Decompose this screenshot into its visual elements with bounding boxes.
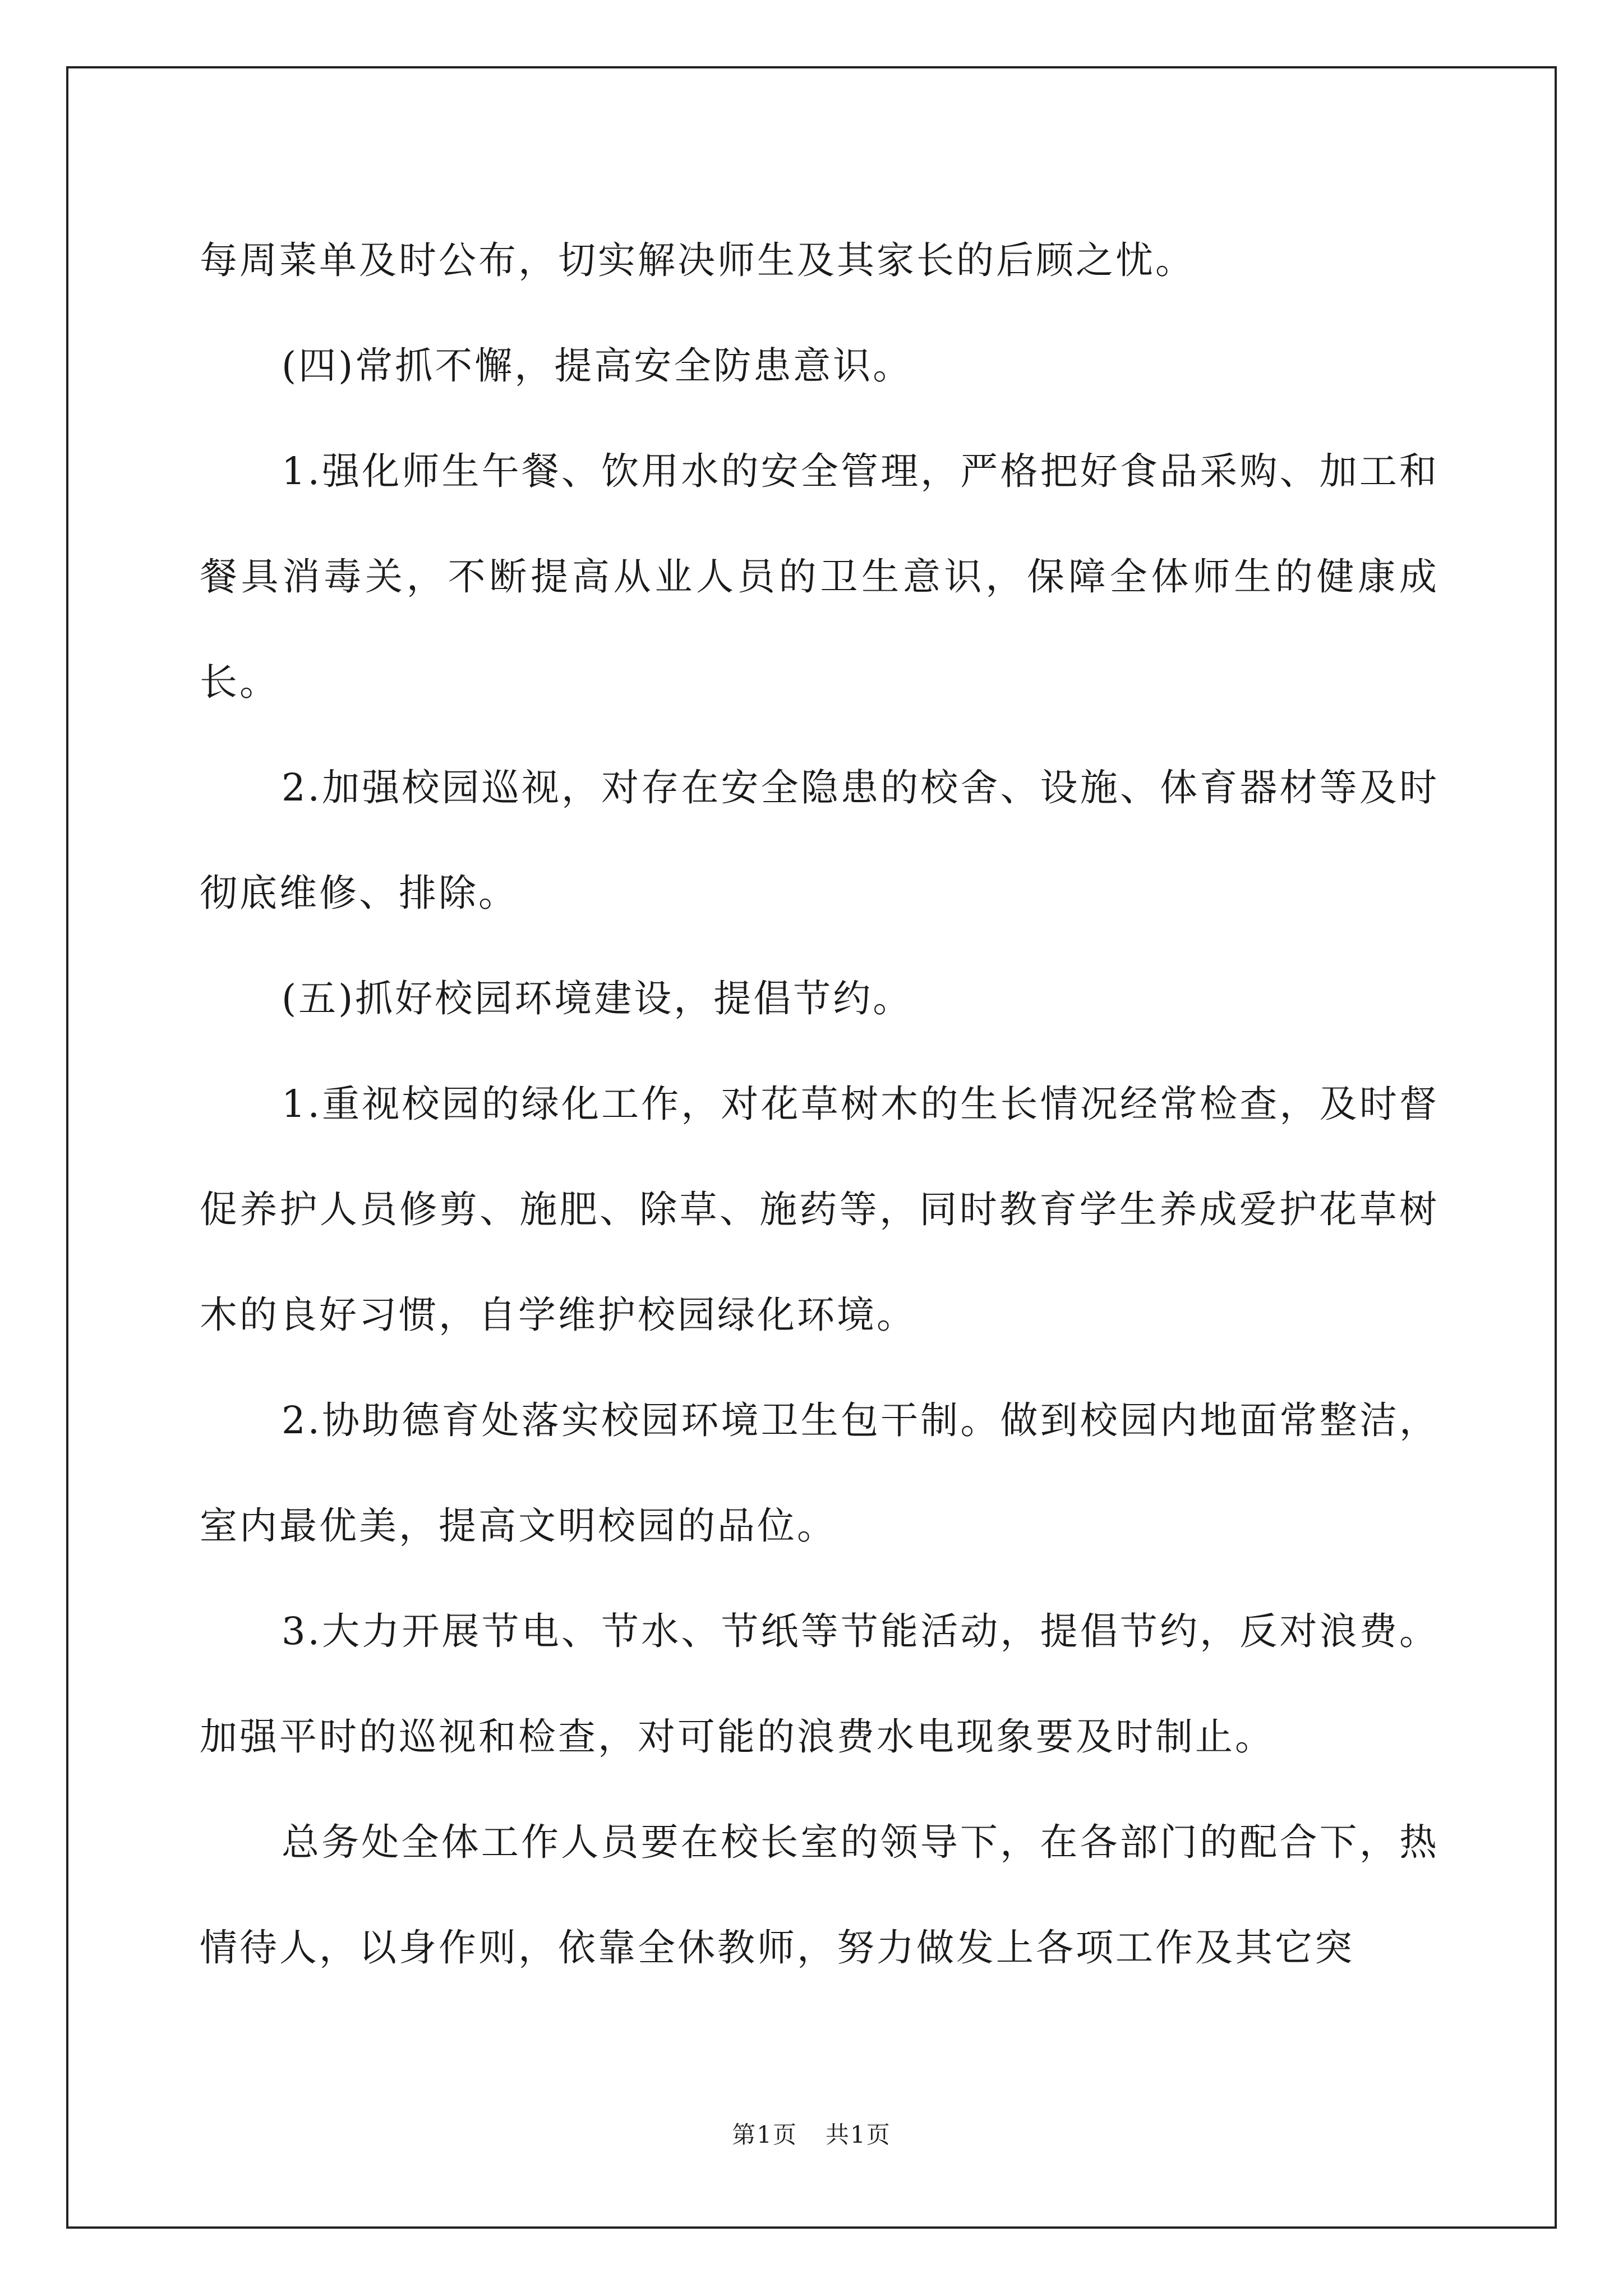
paragraph-conclusion: 总务处全体工作人员要在校长室的领导下，在各部门的配合下，热情待人，以身作则，依靠全休教师，努力做发上各项工作及其它突	[200, 1820, 1439, 1970]
page-footer	[0, 2118, 1623, 2152]
paragraph-greening: 1.重视校园的绿化工作，对花草树木的生长情况经常检查，及时督促养护人员修剪、施肥、除草、施药等，同时教育学生养成爱护花草树木的良好习惯，自学维护校园绿化环境。	[200, 1082, 1439, 1337]
page-number: 第1页	[732, 2121, 797, 2148]
heading-section-five: (五)抓好校园环境建设，提倡节约。	[282, 977, 913, 1020]
heading-section-four: (四)常抓不懈，提高安全防患意识。	[282, 344, 913, 388]
paragraph-hygiene: 2.协助德育处落实校园环境卫生包干制。做到校园内地面常整洁，室内最优美，提高文明校园的品位。	[200, 1398, 1439, 1548]
paragraph-campus-patrol: 2.加强校园巡视，对存在安全隐患的校舍、设施、体育器材等及时彻底维修、排除。	[200, 766, 1439, 915]
page-total: 共1页	[826, 2121, 891, 2148]
paragraph-lunch-safety: 1.强化师生午餐、饮用水的安全管理，严格把好食品采购、加工和餐具消毒关，不断提高从业人员的卫生意识，保障全体师生的健康成长。	[200, 449, 1439, 704]
document-body	[200, 208, 1439, 2000]
paragraph-energy-saving: 3.大力开展节电、节水、节纸等节能活动，提倡节约，反对浪费。加强平时的巡视和检查，对可能的浪费水电现象要及时制止。	[200, 1609, 1439, 1759]
paragraph-menu-continuation: 每周菜单及时公布，切实解决师生及其家长的后顾之忧。	[200, 238, 1195, 282]
